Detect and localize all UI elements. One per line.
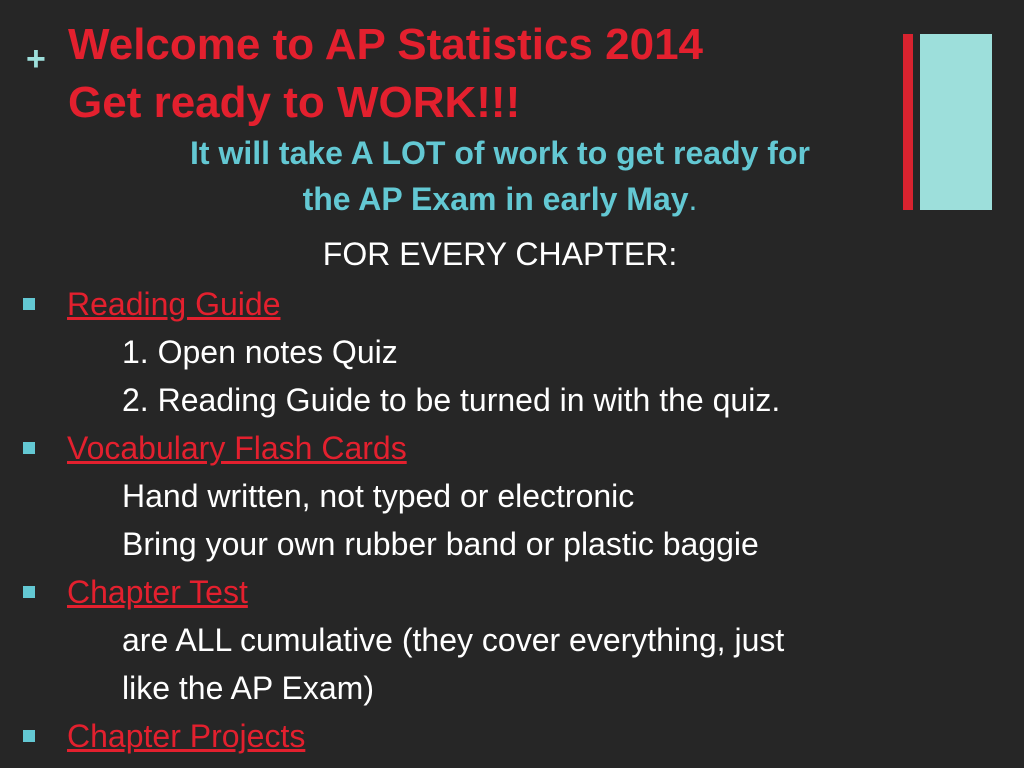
- detail-text: like the AP Exam): [122, 670, 374, 706]
- detail-text: 1. Open notes Quiz: [122, 334, 398, 370]
- subtitle-line-2: [90, 176, 910, 222]
- detail-text: 2. Reading Guide to be turned in with the quiz.: [122, 382, 781, 418]
- title-line-2: Get ready to WORK!!!: [68, 78, 521, 127]
- detail-text: are ALL cumulative (they cover everything, just: [122, 622, 785, 658]
- subtitle-line-1: It will take A LOT of work to get ready for: [190, 135, 810, 171]
- chapter-projects-link[interactable]: Chapter Projects: [67, 718, 306, 754]
- slide-title: [68, 16, 888, 132]
- subtitle-period: .: [688, 181, 698, 217]
- chapter-test-link[interactable]: Chapter Test: [67, 574, 248, 610]
- teal-accent-block: [920, 34, 992, 210]
- vocabulary-flash-cards-link[interactable]: Vocabulary Flash Cards: [67, 430, 407, 466]
- bullet-square-icon: [23, 586, 35, 598]
- bullet-square-icon: [23, 442, 35, 454]
- slide-subtitle: [90, 130, 910, 222]
- bullet-square-icon: [23, 730, 35, 742]
- section-heading: FOR EVERY CHAPTER:: [322, 236, 678, 272]
- reading-guide-link[interactable]: Reading Guide: [67, 286, 281, 322]
- subtitle-line-2-text: the AP Exam in early May: [302, 181, 689, 217]
- title-line-1: Welcome to AP Statistics 2014: [68, 20, 704, 69]
- detail-text: Bring your own rubber band or plastic baggie: [122, 526, 759, 562]
- plus-icon: +: [26, 40, 46, 78]
- bullet-square-icon: [23, 298, 35, 310]
- detail-text: Hand written, not typed or electronic: [122, 478, 635, 514]
